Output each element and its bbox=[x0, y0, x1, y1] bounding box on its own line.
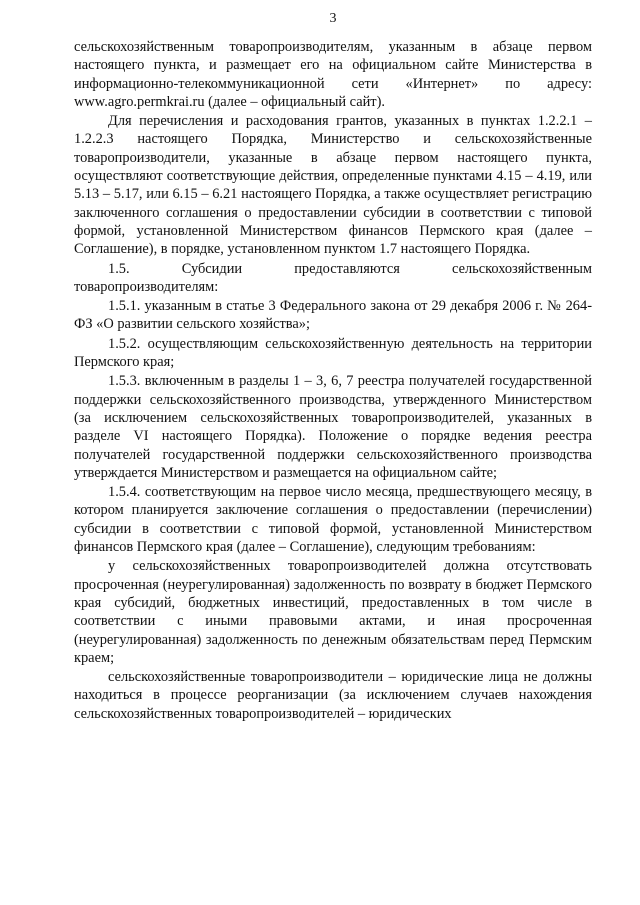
paragraph-1-5-1: 1.5.1. указанным в статье 3 Федерального закона от 29 декабря 2006 г. № 264-ФЗ «О развитии сельского хозяйства»; bbox=[74, 298, 592, 333]
paragraph-official-site: сельскохозяйственным товаропроизводителям, указанным в абзаце первом настоящего пункта, и размещает его на официальном сайте Министерства в информационно-телекоммуникационной сети «Интернет» по адресу: www.agro.permkrai.ru (далее – официальный сайт). bbox=[74, 39, 592, 110]
paragraph-1-5-4: 1.5.4. соответствующим на первое число месяца, предшествующего месяцу, в котором планируется заключение соглашения о предоставлении (перечислении) субсидии в соответствии с типовой формой, установленной Министерством финансов Пермского края (далее – Соглашение), следующим требованиям: bbox=[74, 484, 592, 556]
paragraph-no-reorganization: сельскохозяйственные товаропроизводители – юридические лица не должны находиться в процессе реорганизации (за исключением случаев нахождения сельскохозяйственных товаропроизводителей – юридических bbox=[74, 669, 592, 722]
paragraph-no-debt-requirement: у сельскохозяйственных товаропроизводителей должна отсутствовать просроченная (неурегулированная) задолженность по возврату в бюджет Пермского края субсидий, бюджетных инвестиций, предоставленных в том числе в соответствии с иными правовыми актами, и иная просроченная (неурегулированная) задолженность по денежным обязательствам перед Пермским краем; bbox=[74, 558, 592, 666]
page-number: 3 bbox=[329, 11, 337, 26]
paragraph-grants-transfer: Для перечисления и расходования грантов, указанных в пунктах 1.2.2.1 – 1.2.2.3 настоящего Порядка, Министерство и сельскохозяйственные товаропроизводители, указанные в абзаце первом настоящего пункта, осуществляют соответствующие действия, определенные пунктами 4.15 – 4.19, или 5.13 – 5.17, или 6.15 – 6.21 настоящего Порядка, а также осуществляет регистрацию заключенного соглашения о предоставлении субсидии в соответствии с типовой формой, установленной Министерством финансов Пермского края (далее – Соглашение), в порядке, установленном пунктом 1.7 настоящего Порядка. bbox=[74, 113, 592, 258]
paragraph-1-5-2: 1.5.2. осуществляющим сельскохозяйственную деятельность на территории Пермского края; bbox=[74, 335, 592, 371]
paragraph-1-5: 1.5. Субсидии предоставляются сельскохозяйственным товаропроизводителям: bbox=[74, 260, 592, 295]
paragraph-1-5-3: 1.5.3. включенным в разделы 1 – 3, 6, 7 реестра получателей государственной поддержки сельскохозяйственного производства, утвержденного Министерством (за исключением сельскохозяйственных товаропроизводителей, указанных в разделе VI настоящего Порядка). Положение о порядке ведения реестра получателей государственной поддержки сельскохозяйственного производства утверждается Министерством и размещается на официальном сайте; bbox=[74, 373, 592, 481]
